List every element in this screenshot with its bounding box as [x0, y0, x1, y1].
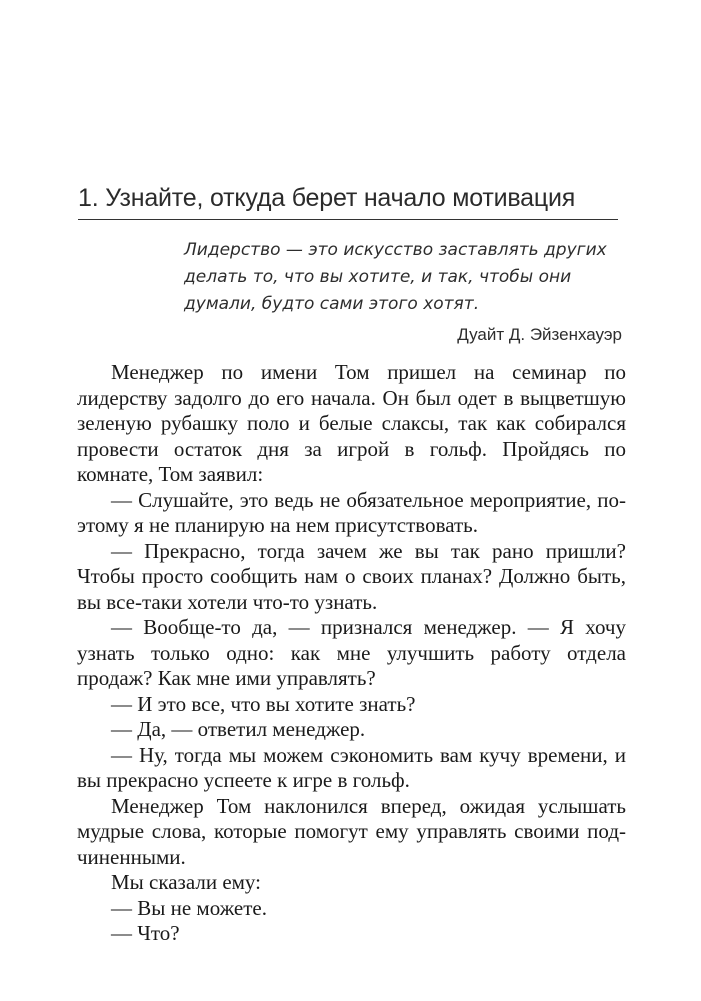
body-paragraph: — И это все, что вы хотите знать? [111, 691, 416, 716]
body-paragraph: — Ну, тогда мы можем сэкономить вам кучу времени, и вы прекрасно успеете к игре в гольф. [77, 742, 626, 792]
epigraph-attribution: Дуайт Д. Эйзенхауэр [457, 325, 622, 344]
body-paragraph: — Вы не можете. [111, 895, 267, 920]
body-paragraph: — Что? [111, 921, 180, 945]
body-paragraph: Мы сказали ему: [111, 870, 261, 894]
chapter-title: 1. Узнайте, откуда берет начало мотивация [78, 184, 618, 220]
body-paragraph: — Вообще-то да, — признался менеджер. — Я хочу узнать только одно: как мне улучшить работу отдела продаж? Как мне ими управлять? [77, 615, 626, 690]
body-paragraph: — Слушайте, это ведь не обязательное мероприятие, поэтому я не планирую на нем присутствовать. [77, 487, 626, 537]
epigraph-text: Лидерство — это искусство заставлять других делать то, что вы хотите, и так, чтобы они думали, будто сами этого хотят. [184, 240, 607, 314]
body-paragraph: Менеджер по имени Том пришел на семинар по лидерству задолго до его начала. Он был одет в выцветшую зеленую рубашку поло и белые слаксы, так как собирался провести остаток дня за игрой в гольф. Пройдясь по комнате, Том заявил: [77, 360, 626, 486]
body-paragraph: — Да, — ответил менеджер. [111, 717, 366, 741]
epigraph [184, 237, 622, 345]
body-text [77, 360, 626, 947]
body-paragraph: — Прекрасно, тогда зачем же вы так рано пришли? Чтобы просто сообщить нам о своих планах? Должно быть, вы все-таки хотели что-то узнать. [77, 538, 626, 614]
body-paragraph: Менеджер Том наклонился вперед, ожидая услышать мудрые слова, которые помогут ему управлять своими подчиненными. [77, 793, 626, 869]
